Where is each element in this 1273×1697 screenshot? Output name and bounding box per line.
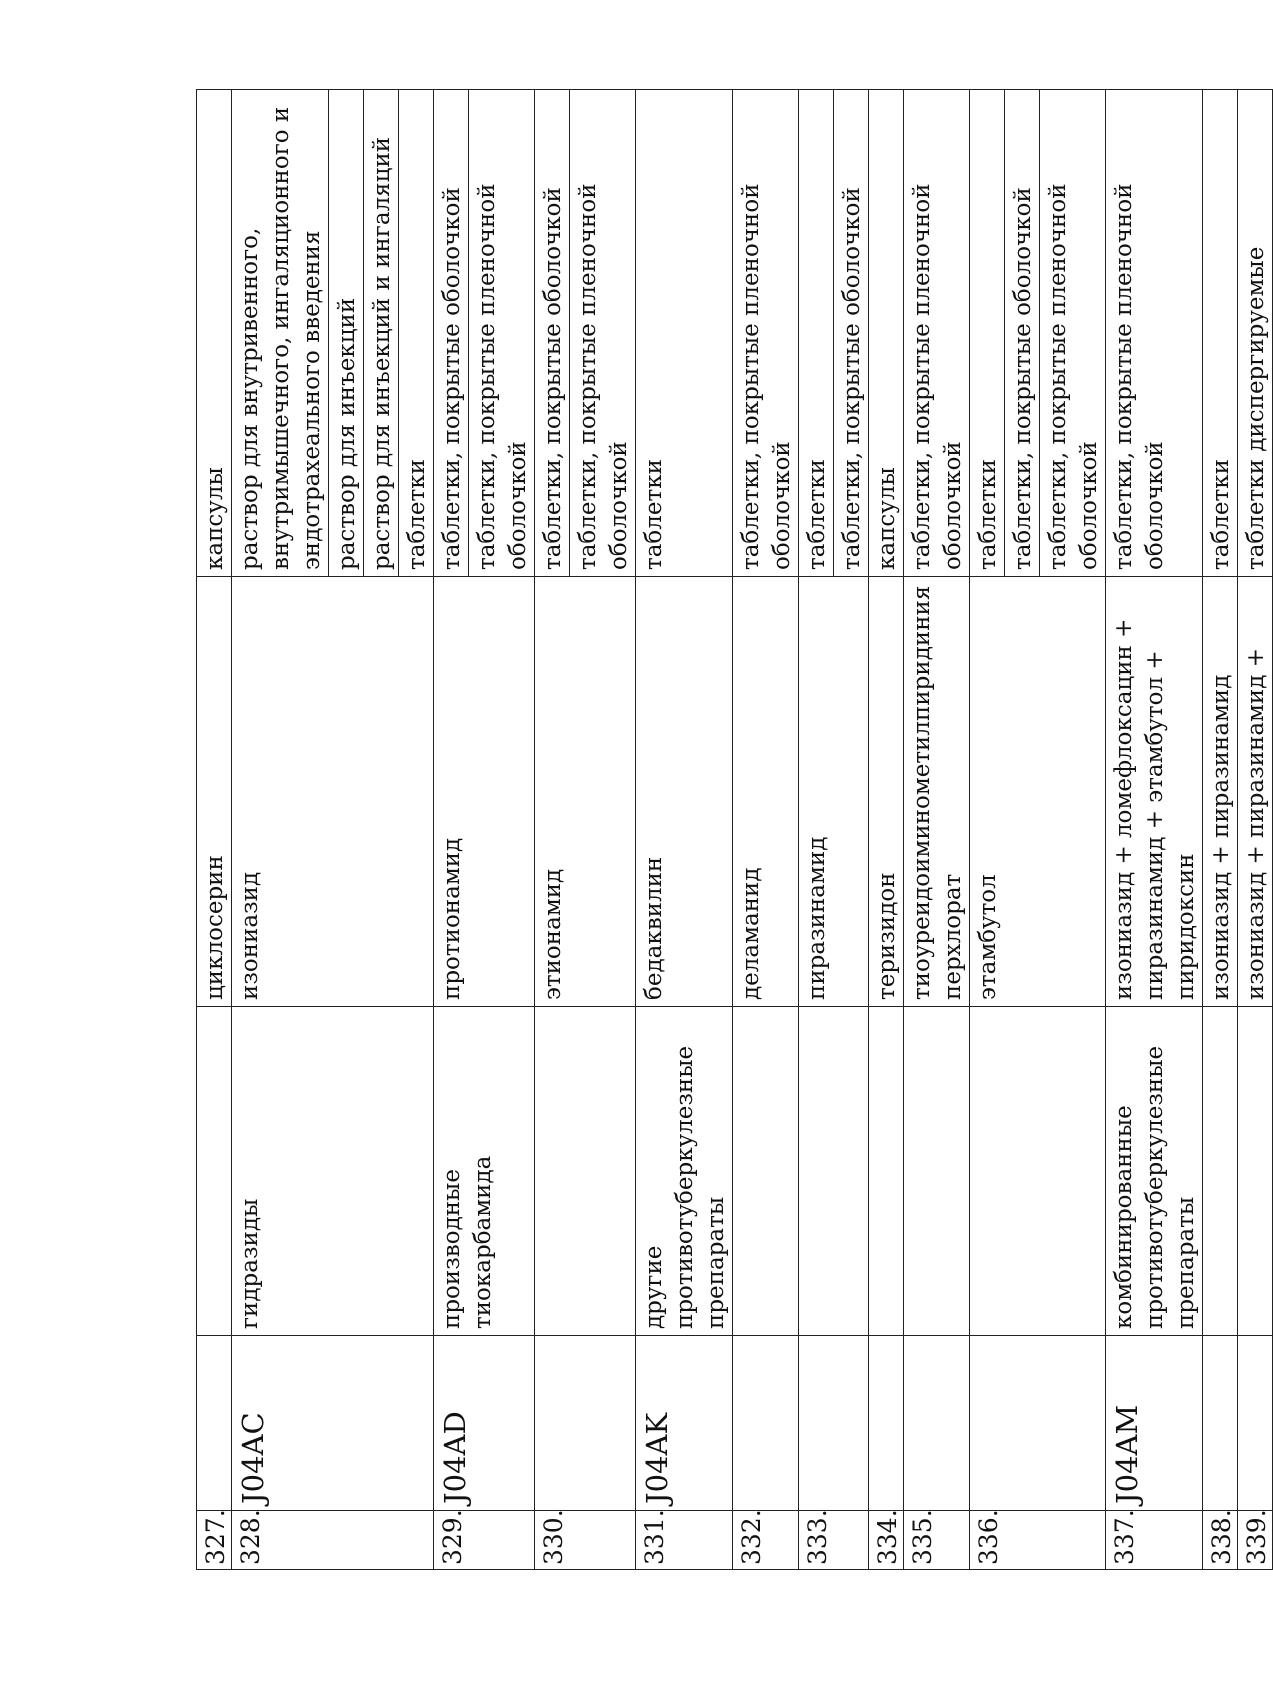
active-substance: этамбутол [970, 577, 1106, 1007]
atc-code [535, 1336, 636, 1511]
table-body [197, 90, 1273, 1570]
dosage-form: таблетки [1203, 90, 1238, 577]
dosage-form: капсулы [197, 90, 232, 577]
atc-code [1238, 1336, 1273, 1511]
dosage-form: раствор для инъекций и ингаляций [364, 90, 399, 577]
atc-code [197, 1336, 232, 1511]
dosage-form: раствор для инъекций [329, 90, 364, 577]
atc-code [733, 1336, 799, 1511]
pharmacological-group [904, 1007, 970, 1336]
dosage-form: таблетки, покрытые оболочкой [834, 90, 869, 577]
table-row [535, 90, 570, 1570]
active-substance: этионамид [535, 577, 636, 1007]
atc-code [1203, 1336, 1238, 1511]
row-number: 328. [232, 1511, 434, 1570]
active-substance: протионамид [434, 577, 535, 1007]
dosage-form: таблетки диспергируемые [1238, 90, 1273, 577]
pharmacological-group: комбинированные противотуберкулезные препараты [1106, 1007, 1203, 1336]
active-substance: изониазид + ломефлоксацин + пиразинамид + этамбутол + пиридоксин [1106, 577, 1203, 1007]
pharmacological-group [869, 1007, 904, 1336]
table-row [232, 90, 329, 1570]
dosage-form: таблетки, покрытые оболочкой [535, 90, 570, 577]
table-row [869, 90, 904, 1570]
pharmacological-group [535, 1007, 636, 1336]
table-row [1203, 90, 1238, 1570]
table-row [799, 90, 834, 1570]
row-number: 339. [1238, 1511, 1273, 1570]
row-number: 337. [1106, 1511, 1203, 1570]
table-row [733, 90, 799, 1570]
rotated-page [196, 90, 1271, 1570]
dosage-form: капсулы [869, 90, 904, 577]
table-row [434, 90, 469, 1570]
row-number: 336. [970, 1511, 1106, 1570]
active-substance: деламанид [733, 577, 799, 1007]
row-number: 331. [636, 1511, 733, 1570]
active-substance: тиоуреидоиминометилпиридиния перхлорат [904, 577, 970, 1007]
dosage-form: таблетки, покрытые пленочной оболочкой [469, 90, 535, 577]
dosage-form: таблетки, покрытые пленочной оболочкой [904, 90, 970, 577]
row-number: 335. [904, 1511, 970, 1570]
row-number: 334. [869, 1511, 904, 1570]
pharmacological-group: производные тиокарбамида [434, 1007, 535, 1336]
dosage-form: таблетки, покрытые пленочной оболочкой [733, 90, 799, 577]
active-substance: циклосерин [197, 577, 232, 1007]
pharmacological-group: другие противотуберкулезные препараты [636, 1007, 733, 1336]
dosage-form: раствор для внутривенного, внутримышечного, ингаляционного и эндотрахеального введения [232, 90, 329, 577]
atc-code [970, 1336, 1106, 1511]
table-row [970, 90, 1005, 1570]
dosage-form: таблетки, покрытые оболочкой [1005, 90, 1040, 577]
active-substance: изониазид + пиразинамид + [1238, 577, 1273, 1007]
table-row [1238, 90, 1273, 1570]
pharmacological-group [970, 1007, 1106, 1336]
active-substance: изониазид + пиразинамид [1203, 577, 1238, 1007]
table-row [636, 90, 733, 1570]
drug-list-table [196, 89, 1273, 1570]
dosage-form: таблетки, покрытые пленочной оболочкой [1106, 90, 1203, 577]
active-substance: теризидон [869, 577, 904, 1007]
pharmacological-group [1238, 1007, 1273, 1336]
table-row [197, 90, 232, 1570]
atc-code: J04AC [232, 1336, 434, 1511]
active-substance: пиразинамид [799, 577, 869, 1007]
table-row [904, 90, 970, 1570]
row-number: 333. [799, 1511, 869, 1570]
pharmacological-group: гидразиды [232, 1007, 434, 1336]
dosage-form: таблетки [799, 90, 834, 577]
row-number: 332. [733, 1511, 799, 1570]
table-row [1106, 90, 1203, 1570]
atc-code [799, 1336, 869, 1511]
atc-code [904, 1336, 970, 1511]
pharmacological-group [197, 1007, 232, 1336]
active-substance: бедаквилин [636, 577, 733, 1007]
row-number: 330. [535, 1511, 636, 1570]
row-number: 329. [434, 1511, 535, 1570]
dosage-form: таблетки [970, 90, 1005, 577]
pharmacological-group [733, 1007, 799, 1336]
atc-code: J04AK [636, 1336, 733, 1511]
pharmacological-group [799, 1007, 869, 1336]
row-number: 338. [1203, 1511, 1238, 1570]
pharmacological-group [1203, 1007, 1238, 1336]
dosage-form: таблетки [636, 90, 733, 577]
dosage-form: таблетки, покрытые оболочкой [434, 90, 469, 577]
row-number: 327. [197, 1511, 232, 1570]
active-substance: изониазид [232, 577, 434, 1007]
dosage-form: таблетки, покрытые пленочной оболочкой [1040, 90, 1106, 577]
atc-code [869, 1336, 904, 1511]
dosage-form: таблетки, покрытые пленочной оболочкой [570, 90, 636, 577]
atc-code: J04AD [434, 1336, 535, 1511]
atc-code: J04AM [1106, 1336, 1203, 1511]
dosage-form: таблетки [399, 90, 434, 577]
